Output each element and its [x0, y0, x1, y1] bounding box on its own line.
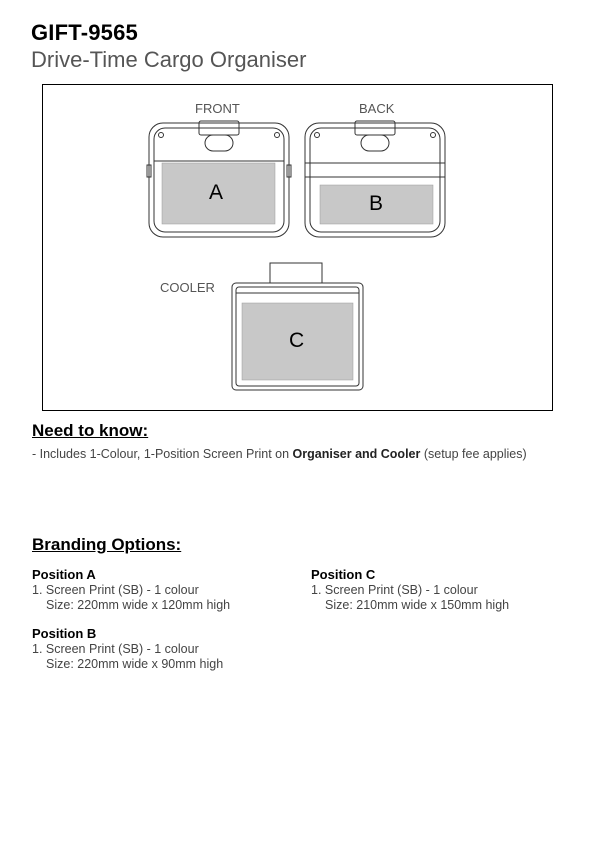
need-to-know-text — [32, 447, 527, 461]
position-a-title: Position A — [32, 567, 96, 582]
position-b-method: 1. Screen Print (SB) - 1 colour — [32, 642, 199, 656]
back-label: BACK — [359, 101, 395, 116]
print-area-a-label: A — [209, 181, 224, 204]
need-to-know-suffix: (setup fee applies) — [420, 447, 527, 461]
position-c-method: 1. Screen Print (SB) - 1 colour — [311, 583, 478, 597]
need-to-know-heading: Need to know: — [32, 421, 149, 440]
product-diagram — [42, 84, 553, 411]
print-area-b-label: B — [369, 192, 384, 215]
position-b-size: Size: 220mm wide x 90mm high — [46, 657, 224, 671]
need-to-know-prefix: - Includes 1-Colour, 1-Position Screen Print on — [32, 447, 293, 461]
print-area-c-label: C — [289, 329, 305, 352]
product-code: GIFT-9565 — [31, 20, 138, 45]
position-b-title: Position B — [32, 626, 97, 641]
front-label: FRONT — [195, 101, 240, 116]
position-c-size: Size: 210mm wide x 150mm high — [325, 598, 510, 612]
product-name: Drive-Time Cargo Organiser — [31, 47, 307, 72]
position-c-title: Position C — [311, 567, 376, 582]
need-to-know-bold: Organiser and Cooler — [292, 447, 421, 461]
position-a-size: Size: 220mm wide x 120mm high — [46, 598, 231, 612]
branding-options-heading: Branding Options: — [32, 535, 182, 554]
cooler-label: COOLER — [160, 280, 215, 295]
position-b-block — [32, 626, 223, 672]
position-a-block — [32, 567, 230, 613]
position-a-method: 1. Screen Print (SB) - 1 colour — [32, 583, 199, 597]
position-c-block — [311, 567, 509, 613]
product-illustration — [43, 85, 552, 410]
